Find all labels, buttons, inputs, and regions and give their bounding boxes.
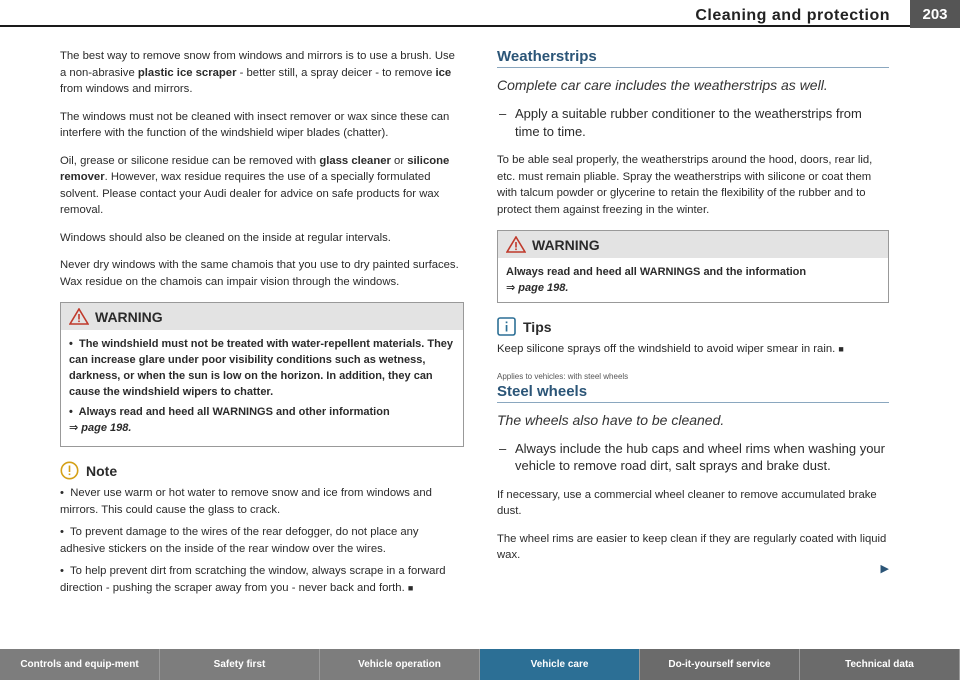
right-column	[497, 48, 889, 575]
step-steel-wheels: – Always include the hub caps and wheel rims when washing your vehicle to remove road dirt, salt sprays and brake dust.	[497, 440, 889, 475]
note-circle-icon	[60, 461, 79, 480]
paragraph-glass-cleaner: Oil, grease or silicone residue can be removed with glass cleaner or silicone remover. However, wax residue requires the use of a specially formulated solvent. Please contact your Audi dealer for advice on safe products for wax removal.	[60, 154, 450, 216]
end-mark: ■	[838, 344, 844, 354]
tips-text: Keep silicone sprays off the windshield to avoid wiper smear in rain. ■	[497, 343, 844, 355]
footer-nav	[0, 649, 960, 680]
end-mark: ■	[407, 582, 414, 593]
paragraph-weatherstrips: To be able seal properly, the weatherstrips around the hood, doors, rear lid, etc. must remain pliable. Spray the weatherstrips with silicone or coat them with talcum powder or glycerine to retain the flexibility of the rubber and to protect them against freezing in the winter.	[497, 154, 873, 216]
tab-controls[interactable]: Controls and equip-ment	[0, 649, 160, 680]
paragraph-chamois: Never dry windows with the same chamois that you use to dry painted surfaces. Wax residue on the chamois can impair vision through the windows.	[60, 259, 459, 288]
note-bullet: • To prevent damage to the wires of the rear defogger, do not place any adhesive stickers on the inside of the rear window over the wires.	[60, 526, 419, 555]
tab-vehicle-care[interactable]: Vehicle care	[480, 649, 640, 680]
section-heading-weatherstrips: Weatherstrips	[497, 48, 889, 68]
paragraph-wheel-cleaner: If necessary, use a commercial wheel cleaner to remove accumulated brake dust.	[497, 488, 877, 517]
paragraph-ice-scraper: The best way to remove snow from windows and mirrors is to use a brush. Use a non-abrasive plastic ice scraper - better still, a spray deicer - to remove ice from windows and mirrors.	[60, 50, 455, 95]
tab-diy-service[interactable]: Do-it-yourself service	[640, 649, 800, 680]
warning-triangle-icon	[506, 236, 526, 253]
page-title: Cleaning and protection	[695, 7, 890, 24]
tab-safety[interactable]: Safety first	[160, 649, 320, 680]
left-column	[60, 48, 464, 602]
warning-title: WARNING	[532, 236, 600, 253]
paragraph-insect-remover: The windows must not be cleaned with insect remover or wax since these can interfere with the function of the windshield wiper blades (chatter).	[60, 110, 450, 139]
section-heading-steel-wheels: Steel wheels	[497, 383, 889, 403]
warning-bullet: • Always read and heed all WARNINGS and other information ⇒ page 198.	[69, 406, 390, 434]
warning-text: Always read and heed all WARNINGS and the information	[506, 266, 807, 278]
applies-label: Applies to vehicles: with steel wheels	[497, 371, 629, 381]
intro-steel-wheels: The wheels also have to be cleaned.	[497, 411, 725, 428]
warning-box-left	[60, 302, 464, 447]
step-weatherstrips: – Apply a suitable rubber conditioner to the weatherstrips from time to time.	[497, 105, 889, 140]
info-icon	[497, 317, 516, 336]
paragraph-inside-cleaning: Windows should also be cleaned on the inside at regular intervals.	[60, 231, 391, 244]
note-bullet: • To help prevent dirt from scratching the window, always scrape in a forward direction - pushing the scraper away from you - never back and forth. ■	[60, 565, 446, 594]
intro-weatherstrips: Complete car care includes the weatherstrips as well.	[497, 77, 828, 93]
warning-bullet: • The windshield must not be treated with water-repellent materials. They can increase glare under poor visibility conditions such as wetness, darkness, or when the sun is low on the horizon. In addition, they can cause the windshield wipers to chatter.	[69, 338, 454, 398]
page-number: 203	[910, 0, 960, 28]
page-reference-link[interactable]: ⇒ page 198.	[69, 422, 132, 434]
paragraph-liquid-wax: The wheel rims are easier to keep clean if they are regularly coated with liquid wax.	[497, 532, 887, 561]
tab-vehicle-operation[interactable]: Vehicle operation	[320, 649, 480, 680]
note-heading: Note	[60, 461, 464, 480]
warning-triangle-icon	[69, 308, 89, 325]
warning-box-right	[497, 230, 889, 303]
page-reference-link[interactable]: ⇒ page 198.	[506, 282, 569, 294]
tab-technical-data[interactable]: Technical data	[800, 649, 960, 680]
header-rule	[0, 25, 960, 27]
warning-title: WARNING	[95, 308, 163, 325]
note-bullet: • Never use warm or hot water to remove snow and ice from windows and mirrors. This could cause the glass to crack.	[60, 487, 432, 516]
tips-heading: Tips	[497, 317, 889, 336]
continue-arrow-icon: ▶	[880, 562, 889, 575]
